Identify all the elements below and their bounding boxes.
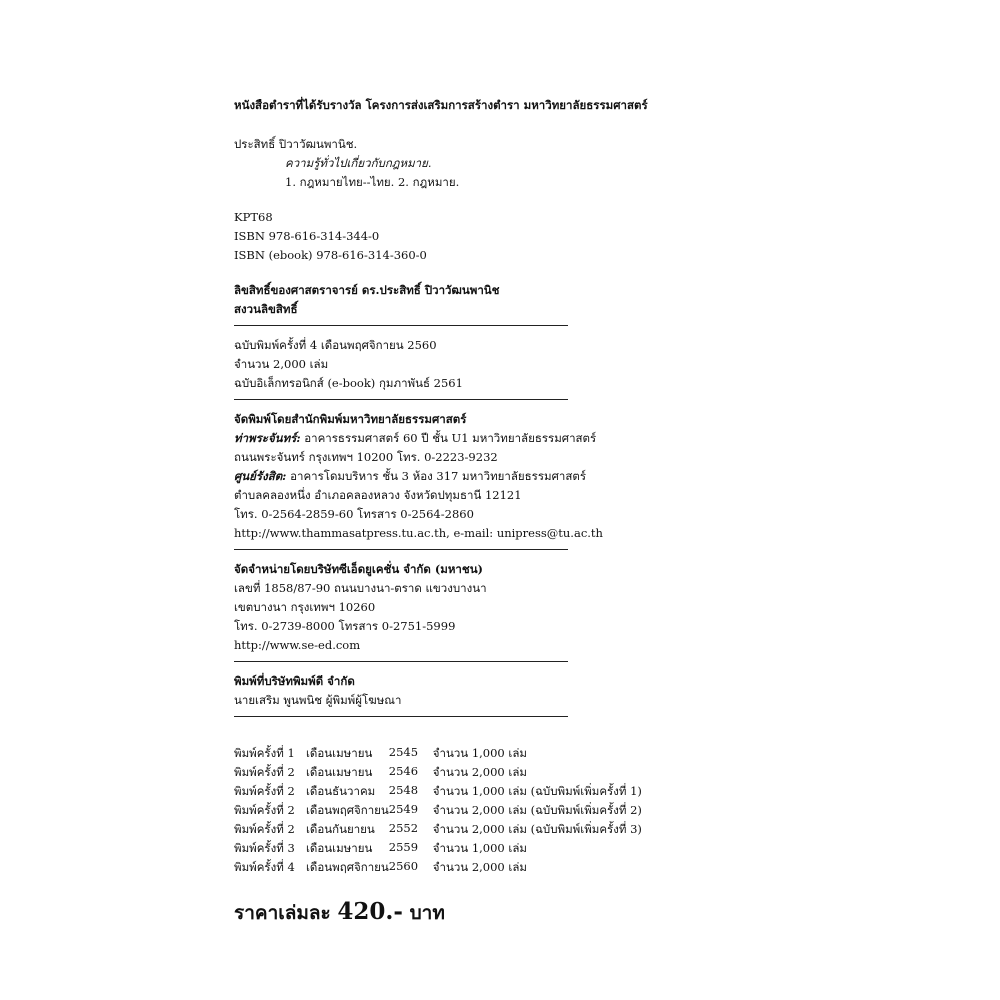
award-heading: หนังสือตำราที่ได้รับรางวัล โครงการส่งเสริมการสร้างตำรา มหาวิทยาลัยธรรมศาสตร์ [234, 98, 648, 112]
distributor-heading: จัดจำหน่ายโดยบริษัทซีเอ็ดยูเคชั่น จำกัด (มหาชน) [234, 562, 484, 576]
publisher-web: http://www.thammasatpress.tu.ac.th, e-mail: unipress@tu.ac.th [234, 526, 603, 540]
history-amount: จำนวน 1,000 เล่ม (ฉบับพิมพ์เพิ่มครั้งที่ 1) [432, 784, 642, 798]
history-month: เดือนเมษายน [306, 765, 373, 779]
history-month: เดือนพฤศจิกายน [306, 803, 389, 817]
copyright-owner: ลิขสิทธิ์ของศาสตราจารย์ ดร.ประสิทธิ์ ปิวาวัฒนพานิช [234, 283, 500, 297]
divider [234, 549, 568, 550]
print-history-row [234, 859, 642, 878]
publisher-phone: โทร. 0-2564-2859-60 โทรสาร 0-2564-2860 [234, 507, 474, 521]
publisher-block [234, 410, 754, 543]
history-month: เดือนธันวาคม [306, 784, 376, 798]
distributor-web: http://www.se-ed.com [234, 638, 361, 652]
printer-block [234, 672, 754, 710]
history-edition: พิมพ์ครั้งที่ 2 [234, 803, 295, 817]
copyright-block [234, 281, 754, 319]
print-history-table [234, 745, 642, 878]
history-amount: จำนวน 2,000 เล่ม (ฉบับพิมพ์เพิ่มครั้งที่ 2) [432, 803, 642, 817]
distributor-phone: โทร. 0-2739-8000 โทรสาร 0-2751-5999 [234, 619, 456, 633]
history-amount: จำนวน 1,000 เล่ม [432, 841, 527, 855]
distributor-address-1: เลขที่ 1858/87-90 ถนนบางนา-ตราด แขวงบางนา [234, 581, 487, 595]
print-history-row [234, 802, 642, 821]
print-history-row [234, 745, 642, 764]
print-history-row [234, 764, 642, 783]
isbn-ebook: ISBN (ebook) 978-616-314-360-0 [234, 248, 427, 262]
isbn: ISBN 978-616-314-344-0 [234, 229, 380, 243]
history-edition: พิมพ์ครั้งที่ 2 [234, 765, 295, 779]
history-year: 2548 [388, 783, 419, 797]
publisher-heading: จัดพิมพ์โดยสำนักพิมพ์มหาวิทยาลัยธรรมศาสตร์ [234, 412, 467, 426]
history-edition: พิมพ์ครั้งที่ 4 [234, 860, 295, 874]
rangsit-label: ศูนย์รังสิต: [234, 469, 287, 483]
rangsit-address-2: ตำบลคลองหนึ่ง อำเภอคลองหลวง จังหวัดปทุมธานี 12121 [234, 488, 522, 502]
history-edition: พิมพ์ครั้งที่ 3 [234, 841, 295, 855]
history-amount: จำนวน 2,000 เล่ม [432, 765, 527, 779]
divider [234, 325, 568, 326]
printer-publisher: นายเสริม พูนพนิช ผู้พิมพ์ผู้โฆษณา [234, 693, 402, 707]
copyright-page [234, 96, 754, 928]
divider [234, 716, 568, 717]
divider [234, 661, 568, 662]
distributor-address-2: เขตบางนา กรุงเทพฯ 10260 [234, 600, 376, 614]
rangsit-address: อาคารโดมบริหาร ชั้น 3 ห้อง 317 มหาวิทยาลัยธรรมศาสตร์ [286, 469, 587, 483]
history-edition: พิมพ์ครั้งที่ 1 [234, 746, 295, 760]
edition-block [234, 336, 754, 393]
tha-prachan-label: ท่าพระจันทร์: [234, 431, 301, 445]
catalog-title: ความรู้ทั่วไปเกี่ยวกับกฎหมาย. [285, 156, 432, 170]
history-year: 2560 [388, 859, 419, 873]
edition-line: ฉบับพิมพ์ครั้งที่ 4 เดือนพฤศจิกายน 2560 [234, 338, 437, 352]
history-year: 2559 [388, 840, 419, 854]
catalog-block [234, 135, 754, 265]
copyright-reserved: สงวนลิขสิทธิ์ [234, 302, 298, 316]
history-amount: จำนวน 1,000 เล่ม [432, 746, 527, 760]
divider [234, 399, 568, 400]
history-amount: จำนวน 2,000 เล่ม (ฉบับพิมพ์เพิ่มครั้งที่ 3) [432, 822, 642, 836]
ebook-edition: ฉบับอิเล็กทรอนิกส์ (e-book) กุมภาพันธ์ 2561 [234, 376, 463, 390]
tha-prachan-address-2: ถนนพระจันทร์ กรุงเทพฯ 10200 โทร. 0-2223-9232 [234, 450, 498, 464]
price-unit: บาท [402, 902, 445, 924]
history-month: เดือนเมษายน [306, 746, 373, 760]
tha-prachan-address: อาคารธรรมศาสตร์ 60 ปี ชั้น U1 มหาวิทยาลัยธรรมศาสตร์ [300, 431, 597, 445]
print-history-row [234, 821, 642, 840]
history-edition: พิมพ์ครั้งที่ 2 [234, 822, 295, 836]
history-month: เดือนเมษายน [306, 841, 373, 855]
history-month: เดือนกันยายน [306, 822, 375, 836]
history-year: 2546 [388, 764, 419, 778]
print-history-row [234, 840, 642, 859]
print-history-row [234, 783, 642, 802]
call-number: KPT68 [234, 210, 273, 224]
history-month: เดือนพฤศจิกายน [306, 860, 389, 874]
price-label: ราคาเล่มละ [234, 902, 338, 924]
history-year: 2552 [388, 821, 419, 835]
history-edition: พิมพ์ครั้งที่ 2 [234, 784, 295, 798]
catalog-subjects: 1. กฎหมายไทย--ไทย. 2. กฎหมาย. [285, 175, 460, 189]
printer-name: พิมพ์ที่บริษัทพิมพ์ดี จำกัด [234, 674, 355, 688]
price-value: 420.- [337, 898, 403, 925]
distributor-block [234, 560, 754, 655]
catalog-author: ประสิทธิ์ ปิวาวัฒนพานิช. [234, 137, 358, 151]
history-year: 2545 [388, 745, 419, 759]
history-amount: จำนวน 2,000 เล่ม [432, 860, 527, 874]
edition-amount: จำนวน 2,000 เล่ม [234, 357, 329, 371]
history-year: 2549 [388, 802, 419, 816]
price-line [234, 898, 754, 928]
